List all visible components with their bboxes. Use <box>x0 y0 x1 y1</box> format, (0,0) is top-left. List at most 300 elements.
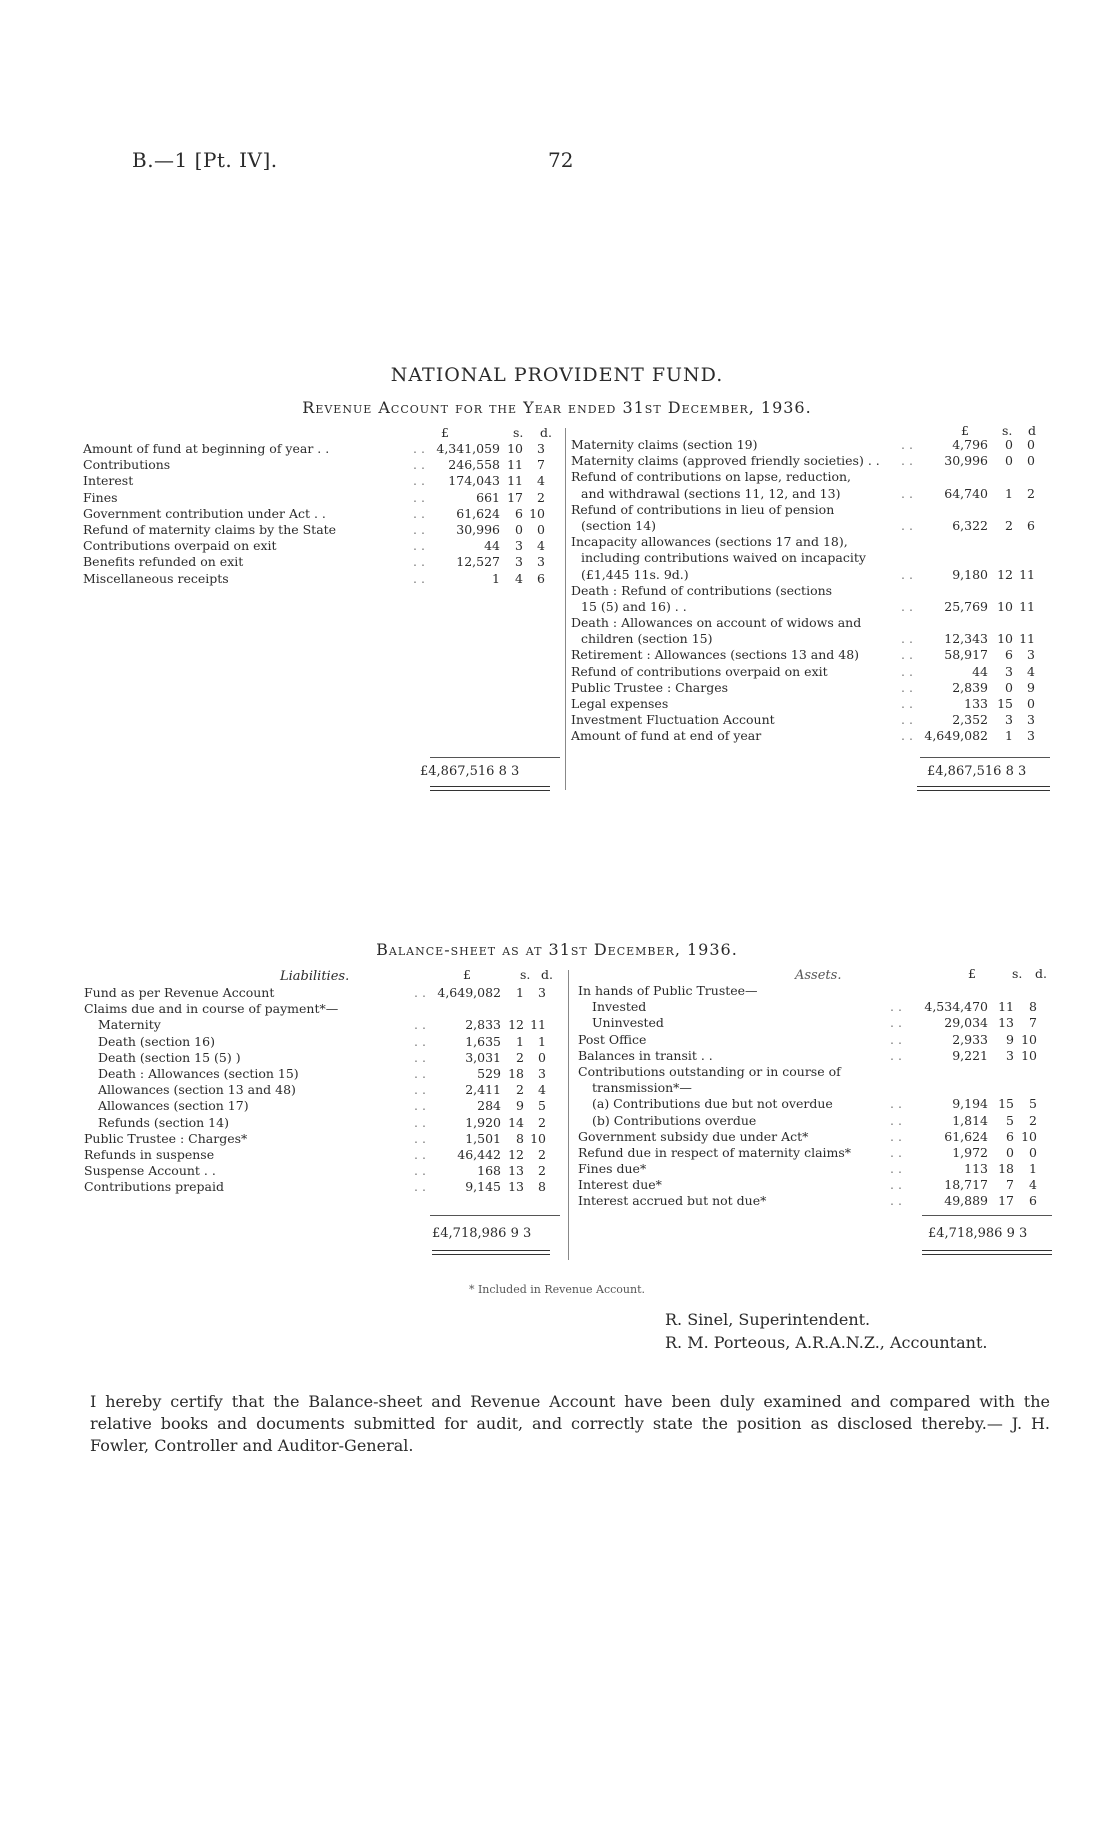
asset-row-shillings: 15 <box>998 1096 1014 1112</box>
asset-row-leader-dots: . . <box>890 1177 902 1193</box>
payment-row-pence: 3 <box>1027 728 1035 744</box>
asset-row-shillings: 13 <box>998 1015 1014 1031</box>
balance-right-pence-header: d. <box>1035 966 1047 981</box>
liability-row-pence: 2 <box>538 1114 546 1130</box>
asset-row <box>578 1145 1054 1161</box>
asset-row-pounds: 9,194 <box>952 1096 988 1112</box>
liability-row-shillings: 13 <box>508 1179 524 1195</box>
asset-row-shillings: 6 <box>1006 1128 1014 1144</box>
payment-row-leader-dots: . . <box>901 517 913 533</box>
liability-row-label: Refunds (section 14) <box>98 1114 229 1130</box>
payment-row-pounds: 30,996 <box>944 453 988 469</box>
accountant-signature: R. M. Porteous, A.R.A.N.Z., Accountant. <box>665 1333 988 1352</box>
receipt-row-shillings: 11 <box>507 457 523 473</box>
asset-row-pounds: 49,889 <box>944 1193 988 1209</box>
asset-row-leader-dots: . . <box>890 1015 902 1031</box>
payment-row-pence: 6 <box>1027 517 1035 533</box>
payment-row-pounds: 4,649,082 <box>924 728 988 744</box>
receipt-row-label: Interest <box>83 473 134 489</box>
revenue-right-total: £4,867,516 8 3 <box>927 764 1027 779</box>
receipt-row <box>83 490 563 506</box>
receipt-row-pounds: 661 <box>476 489 500 505</box>
revenue-left-pound-header: £ <box>441 425 449 440</box>
payment-row <box>571 567 1049 583</box>
asset-row-pence: 5 <box>1029 1096 1037 1112</box>
liability-row-shillings: 9 <box>516 1098 524 1114</box>
asset-row-leader-dots: . . <box>890 1096 902 1112</box>
asset-row-label: Contributions outstanding or in course of <box>578 1063 841 1079</box>
receipt-row-shillings: 17 <box>507 489 523 505</box>
asset-row-label: Fines due* <box>578 1161 647 1177</box>
receipt-row-leader-dots: . . <box>413 505 425 521</box>
asset-row <box>578 1193 1054 1209</box>
liability-row-label: Fund as per Revenue Account <box>84 985 275 1000</box>
liability-row-label: Death (section 15 (5) ) <box>98 1049 241 1065</box>
payment-row <box>571 680 1049 696</box>
liability-row-leader-dots: . . <box>414 1065 426 1081</box>
payment-row <box>571 518 1049 534</box>
liability-row-leader-dots: . . <box>414 1179 426 1195</box>
payment-row-leader-dots: . . <box>901 712 913 728</box>
asset-row-pence: 7 <box>1029 1015 1037 1031</box>
balance-right-double-rule <box>922 1250 1052 1255</box>
liability-row-shillings: 1 <box>516 1033 524 1049</box>
balance-left-pound-header: £ <box>463 967 471 982</box>
receipt-row-leader-dots: . . <box>413 489 425 505</box>
asset-row-label: Interest due* <box>578 1177 662 1193</box>
liability-row-label: Allowances (section 17) <box>98 1098 249 1114</box>
receipt-row <box>83 538 563 554</box>
asset-row-pounds: 2,933 <box>952 1031 988 1047</box>
receipt-row-leader-dots: . . <box>413 554 425 570</box>
liability-row-shillings: 14 <box>508 1114 524 1130</box>
asset-row-label: In hands of Public Trustee— <box>578 983 758 998</box>
revenue-left-shilling-header: s. <box>513 425 524 440</box>
receipt-row-pounds: 1 <box>492 570 500 586</box>
asset-row-label: Refund due in respect of maternity claims* <box>578 1144 852 1160</box>
payment-row-label: Maternity claims (section 19) <box>571 437 758 452</box>
liability-row <box>84 1163 564 1179</box>
asset-row <box>578 1048 1054 1064</box>
asset-row-label: (a) Contributions due but not overdue <box>592 1096 833 1112</box>
receipt-row-leader-dots: . . <box>413 441 425 456</box>
payment-row-label: Death : Allowances on account of widows and <box>571 615 862 631</box>
liability-row-leader-dots: . . <box>414 1098 426 1114</box>
receipt-row-label: Refund of maternity claims by the State <box>83 521 337 537</box>
revenue-account-subtitle: Revenue Account for the Year ended 31st December, 1936. <box>302 398 812 417</box>
asset-row-shillings: 11 <box>998 999 1014 1015</box>
revenue-right-double-rule <box>917 786 1050 791</box>
liability-row-pence: 8 <box>538 1179 546 1195</box>
liability-row-shillings: 2 <box>516 1082 524 1098</box>
payment-row-shillings: 0 <box>1005 437 1013 452</box>
revenue-right-pence-header: d <box>1028 423 1037 438</box>
receipt-row <box>83 441 563 457</box>
receipt-row-shillings: 6 <box>515 505 523 521</box>
asset-row-label: Interest accrued but not due* <box>578 1193 767 1209</box>
payment-row-pounds: 58,917 <box>944 647 988 663</box>
liability-row <box>84 1131 564 1147</box>
liability-row-pence: 2 <box>538 1163 546 1179</box>
asset-row <box>578 983 1054 999</box>
balance-right-total-rule <box>922 1215 1052 1216</box>
revenue-column-divider <box>565 428 566 790</box>
revenue-receipts-list <box>83 441 563 587</box>
payment-row-label: Refund of contributions in lieu of pension <box>571 501 835 517</box>
liability-row-pence: 0 <box>538 1049 546 1065</box>
receipt-row-label: Government contribution under Act . . <box>83 505 326 521</box>
payment-row-pounds: 6,322 <box>952 517 988 533</box>
liability-row-pounds: 1,920 <box>465 1114 501 1130</box>
asset-row-pounds: 1,814 <box>952 1112 988 1128</box>
asset-row-pence: 1 <box>1029 1161 1037 1177</box>
balance-right-shilling-header: s. <box>1012 966 1023 981</box>
asset-row-label: transmission*— <box>592 1080 692 1096</box>
payment-row-pounds: 133 <box>964 696 988 711</box>
payment-row <box>571 453 1049 469</box>
payment-row-label: including contributions waived on incapacity <box>581 550 866 566</box>
payment-row-pence: 9 <box>1027 679 1035 695</box>
receipt-row-pounds: 44 <box>484 538 500 554</box>
asset-row <box>578 1015 1054 1031</box>
asset-row-pence: 0 <box>1029 1144 1037 1160</box>
payment-row-shillings: 0 <box>1005 453 1013 469</box>
payment-row <box>571 696 1049 712</box>
balance-left-shilling-header: s. <box>520 967 531 982</box>
liability-row-label: Suspense Account . . <box>84 1163 216 1179</box>
receipt-row-shillings: 3 <box>515 554 523 570</box>
receipt-row-shillings: 0 <box>515 521 523 537</box>
payment-row-pounds: 2,839 <box>952 679 988 695</box>
asset-row-shillings: 5 <box>1006 1112 1014 1128</box>
revenue-left-total-rule <box>430 757 560 758</box>
payment-row <box>571 728 1049 744</box>
receipt-row-pence: 6 <box>537 570 545 586</box>
payment-row-label: Incapacity allowances (sections 17 and 18), <box>571 534 848 550</box>
payment-row-label: Investment Fluctuation Account <box>571 712 775 728</box>
liability-row-leader-dots: . . <box>414 1163 426 1179</box>
receipt-row-pounds: 61,624 <box>456 505 500 521</box>
asset-row-pence: 10 <box>1021 1031 1037 1047</box>
audit-certificate: I hereby certify that the Balance-sheet and Revenue Account have been duly examined and compared with the relative books and documents submitted for audit, and correctly state the position as disclosed thereby.— J. H. Fowler, Controller and Auditor-General. <box>90 1392 1050 1455</box>
payment-row-label: Maternity claims (approved friendly societies) . . <box>571 453 880 469</box>
revenue-left-pence-header: d. <box>540 425 552 440</box>
liability-row-shillings: 12 <box>508 1017 524 1033</box>
receipt-row-label: Miscellaneous receipts <box>83 570 229 586</box>
asset-row-pence: 10 <box>1021 1047 1037 1063</box>
receipt-row-pence: 4 <box>537 473 545 489</box>
revenue-payments-list <box>571 437 1049 745</box>
payment-row <box>571 664 1049 680</box>
liability-row-pence: 3 <box>538 985 546 1000</box>
asset-row-pence: 2 <box>1029 1112 1037 1128</box>
payment-row-pence: 11 <box>1019 631 1035 647</box>
payment-row-shillings: 12 <box>997 566 1013 582</box>
payment-row-pounds: 9,180 <box>952 566 988 582</box>
receipt-row-label: Contributions overpaid on exit <box>83 538 277 554</box>
receipt-row-label: Fines <box>83 489 118 505</box>
payment-row-shillings: 10 <box>997 598 1013 614</box>
payment-row <box>571 712 1049 728</box>
payment-row-pounds: 2,352 <box>952 712 988 728</box>
balance-right-total: £4,718,986 9 3 <box>928 1226 1028 1241</box>
liability-row-pounds: 1,501 <box>465 1130 501 1146</box>
payment-row-leader-dots: . . <box>901 598 913 614</box>
payment-row-leader-dots: . . <box>901 647 913 663</box>
asset-row-shillings: 18 <box>998 1161 1014 1177</box>
assets-header: Assets. <box>795 968 842 983</box>
asset-row-pence: 6 <box>1029 1193 1037 1209</box>
asset-row-leader-dots: . . <box>890 1047 902 1063</box>
liability-row <box>84 1082 564 1098</box>
receipt-row-pence: 2 <box>537 489 545 505</box>
balance-sheet-subtitle: Balance-sheet as at 31st December, 1936. <box>376 940 738 959</box>
payment-row-shillings: 1 <box>1005 485 1013 501</box>
liabilities-header: Liabilities. <box>280 969 350 984</box>
payment-row-leader-dots: . . <box>901 485 913 501</box>
payment-row-pence: 11 <box>1019 566 1035 582</box>
liability-row-leader-dots: . . <box>414 1049 426 1065</box>
receipt-row-shillings: 10 <box>507 441 523 456</box>
balance-left-total-rule <box>430 1215 560 1216</box>
receipt-row <box>83 554 563 570</box>
asset-row-pounds: 1,972 <box>952 1144 988 1160</box>
balance-column-divider <box>568 970 569 1260</box>
payment-row-pence: 0 <box>1027 437 1035 452</box>
liability-row <box>84 985 564 1001</box>
asset-row <box>578 1064 1054 1080</box>
liability-row-pounds: 168 <box>477 1163 501 1179</box>
payment-row-label: Death : Refund of contributions (sections <box>571 582 833 598</box>
receipt-row-pence: 10 <box>529 505 545 521</box>
liability-row-pounds: 4,649,082 <box>437 985 501 1000</box>
payment-row-leader-dots: . . <box>901 631 913 647</box>
receipt-row-shillings: 3 <box>515 538 523 554</box>
asset-row-shillings: 3 <box>1006 1047 1014 1063</box>
document-title: NATIONAL PROVIDENT FUND. <box>390 364 724 386</box>
liabilities-list <box>84 985 564 1195</box>
liability-row <box>84 1179 564 1195</box>
asset-row-leader-dots: . . <box>890 1128 902 1144</box>
liability-row-label: Death (section 16) <box>98 1033 215 1049</box>
payment-row-label: Legal expenses <box>571 696 669 711</box>
asset-row-pence: 8 <box>1029 999 1037 1015</box>
payment-row-label: children (section 15) <box>581 631 713 647</box>
asset-row-leader-dots: . . <box>890 999 902 1015</box>
liability-row <box>84 1034 564 1050</box>
payment-row-label: Public Trustee : Charges <box>571 679 729 695</box>
liability-row-pounds: 529 <box>477 1065 501 1081</box>
liability-row-pounds: 3,031 <box>465 1049 501 1065</box>
liability-row-pounds: 284 <box>477 1098 501 1114</box>
asset-row-pounds: 18,717 <box>944 1177 988 1193</box>
asset-row-shillings: 0 <box>1006 1144 1014 1160</box>
payment-row-pence: 3 <box>1027 647 1035 663</box>
payment-row-pence: 4 <box>1027 663 1035 679</box>
receipt-row-leader-dots: . . <box>413 538 425 554</box>
payment-row-pence: 0 <box>1027 453 1035 469</box>
liability-row-pounds: 1,635 <box>465 1033 501 1049</box>
balance-left-total: £4,718,986 9 3 <box>432 1226 532 1241</box>
receipt-row <box>83 473 563 489</box>
liability-row <box>84 1066 564 1082</box>
payment-row-pence: 2 <box>1027 485 1035 501</box>
payment-row-pounds: 25,769 <box>944 598 988 614</box>
asset-row <box>578 1096 1054 1112</box>
liability-row-leader-dots: . . <box>414 985 426 1000</box>
revenue-right-total-rule <box>920 757 1050 758</box>
asset-row-label: Government subsidy due under Act* <box>578 1128 809 1144</box>
asset-row-shillings: 7 <box>1006 1177 1014 1193</box>
receipt-row-pounds: 246,558 <box>448 457 500 473</box>
receipt-row-pence: 4 <box>537 538 545 554</box>
payment-row-leader-dots: . . <box>901 437 913 452</box>
liability-row-shillings: 12 <box>508 1146 524 1162</box>
liability-row-label: Public Trustee : Charges* <box>84 1130 248 1146</box>
receipt-row-pence: 3 <box>537 441 545 456</box>
liability-row-pence: 2 <box>538 1146 546 1162</box>
liability-row-pence: 11 <box>530 1017 546 1033</box>
balance-left-pence-header: d. <box>541 967 553 982</box>
liability-row-pounds: 9,145 <box>465 1179 501 1195</box>
payment-row <box>571 615 1049 631</box>
receipt-row <box>83 506 563 522</box>
payment-row-label: (section 14) <box>581 517 657 533</box>
liability-row-leader-dots: . . <box>414 1130 426 1146</box>
asset-row-pence: 4 <box>1029 1177 1037 1193</box>
payment-row-label: Refund of contributions overpaid on exit <box>571 663 828 679</box>
payment-row-pence: 11 <box>1019 598 1035 614</box>
asset-row-label: Balances in transit . . <box>578 1047 713 1063</box>
receipt-row-label: Contributions <box>83 457 171 473</box>
receipt-row-pence: 7 <box>537 457 545 473</box>
footnote: * Included in Revenue Account. <box>468 1283 646 1296</box>
asset-row-pounds: 29,034 <box>944 1015 988 1031</box>
revenue-left-double-rule <box>430 786 550 791</box>
liability-row-pence: 3 <box>538 1065 546 1081</box>
payment-row <box>571 437 1049 453</box>
liability-row-label: Claims due and in course of payment*— <box>84 1001 339 1017</box>
payment-row <box>571 502 1049 518</box>
payment-row-pence: 3 <box>1027 712 1035 728</box>
liability-row-pence: 5 <box>538 1098 546 1114</box>
page-number: 72 <box>548 148 574 172</box>
receipt-row-pounds: 4,341,059 <box>436 441 500 456</box>
asset-row-shillings: 9 <box>1006 1031 1014 1047</box>
asset-row-label: (b) Contributions overdue <box>592 1112 757 1128</box>
revenue-right-pound-header: £ <box>961 423 969 438</box>
receipt-row-leader-dots: . . <box>413 570 425 586</box>
payment-row <box>571 486 1049 502</box>
payment-row <box>571 550 1049 566</box>
receipt-row <box>83 522 563 538</box>
liability-row-label: Death : Allowances (section 15) <box>98 1065 299 1081</box>
liability-row <box>84 1001 564 1017</box>
receipt-row-leader-dots: . . <box>413 473 425 489</box>
payment-row-label: (£1,445 11s. 9d.) <box>581 566 689 582</box>
liability-row-leader-dots: . . <box>414 1082 426 1098</box>
liability-row <box>84 1147 564 1163</box>
liability-row-pence: 1 <box>538 1033 546 1049</box>
receipt-row <box>83 457 563 473</box>
liability-row <box>84 1098 564 1114</box>
asset-row-leader-dots: . . <box>890 1193 902 1209</box>
liability-row-pence: 10 <box>530 1130 546 1146</box>
asset-row <box>578 1177 1054 1193</box>
asset-row <box>578 1129 1054 1145</box>
asset-row <box>578 1032 1054 1048</box>
receipt-row-label: Amount of fund at beginning of year . . <box>83 441 330 456</box>
liability-row-leader-dots: . . <box>414 1146 426 1162</box>
receipt-row-pounds: 174,043 <box>448 473 500 489</box>
liability-row-shillings: 1 <box>516 985 524 1000</box>
payment-row-shillings: 6 <box>1005 647 1013 663</box>
payment-row-leader-dots: . . <box>901 728 913 744</box>
asset-row <box>578 1080 1054 1096</box>
balance-left-double-rule <box>432 1250 550 1255</box>
asset-row-pounds: 9,221 <box>952 1047 988 1063</box>
payment-row-pence: 0 <box>1027 696 1035 711</box>
payment-row-leader-dots: . . <box>901 453 913 469</box>
asset-row-shillings: 17 <box>998 1193 1014 1209</box>
liability-row-leader-dots: . . <box>414 1017 426 1033</box>
receipt-row-shillings: 11 <box>507 473 523 489</box>
asset-row <box>578 1161 1054 1177</box>
assets-list <box>578 983 1054 1210</box>
payment-row <box>571 647 1049 663</box>
liability-row <box>84 1115 564 1131</box>
payment-row-pounds: 12,343 <box>944 631 988 647</box>
asset-row-pounds: 61,624 <box>944 1128 988 1144</box>
receipt-row <box>83 571 563 587</box>
payment-row-pounds: 4,796 <box>952 437 988 452</box>
payment-row-leader-dots: . . <box>901 566 913 582</box>
receipt-row-leader-dots: . . <box>413 521 425 537</box>
payment-row-leader-dots: . . <box>901 679 913 695</box>
receipt-row-label: Benefits refunded on exit <box>83 554 244 570</box>
asset-row-label: Invested <box>592 999 647 1015</box>
revenue-right-shilling-header: s. <box>1002 423 1013 438</box>
asset-row-leader-dots: . . <box>890 1112 902 1128</box>
receipt-row-pounds: 30,996 <box>456 521 500 537</box>
receipt-row-pence: 0 <box>537 521 545 537</box>
receipt-row-pence: 3 <box>537 554 545 570</box>
liability-row-label: Maternity <box>98 1017 161 1033</box>
receipt-row-pounds: 12,527 <box>456 554 500 570</box>
liability-row-shillings: 18 <box>508 1065 524 1081</box>
asset-row-pence: 10 <box>1021 1128 1037 1144</box>
asset-row-label: Uninvested <box>592 1015 664 1031</box>
liability-row-shillings: 8 <box>516 1130 524 1146</box>
receipt-row-leader-dots: . . <box>413 457 425 473</box>
balance-right-pound-header: £ <box>968 966 976 981</box>
payment-row-shillings: 2 <box>1005 517 1013 533</box>
payment-row <box>571 469 1049 485</box>
asset-row-leader-dots: . . <box>890 1031 902 1047</box>
payment-row-label: 15 (5) and 16) . . <box>581 598 687 614</box>
liability-row-leader-dots: . . <box>414 1033 426 1049</box>
payment-row-shillings: 10 <box>997 631 1013 647</box>
asset-row <box>578 999 1054 1015</box>
asset-row-label: Post Office <box>578 1031 647 1047</box>
liability-row <box>84 1050 564 1066</box>
liability-row-leader-dots: . . <box>414 1114 426 1130</box>
document-series-label: B.—1 [Pt. IV]. <box>132 148 278 172</box>
superintendent-signature: R. Sinel, Superintendent. <box>665 1310 871 1329</box>
payment-row <box>571 631 1049 647</box>
payment-row-shillings: 15 <box>997 696 1013 711</box>
liability-row-pounds: 2,411 <box>465 1082 501 1098</box>
